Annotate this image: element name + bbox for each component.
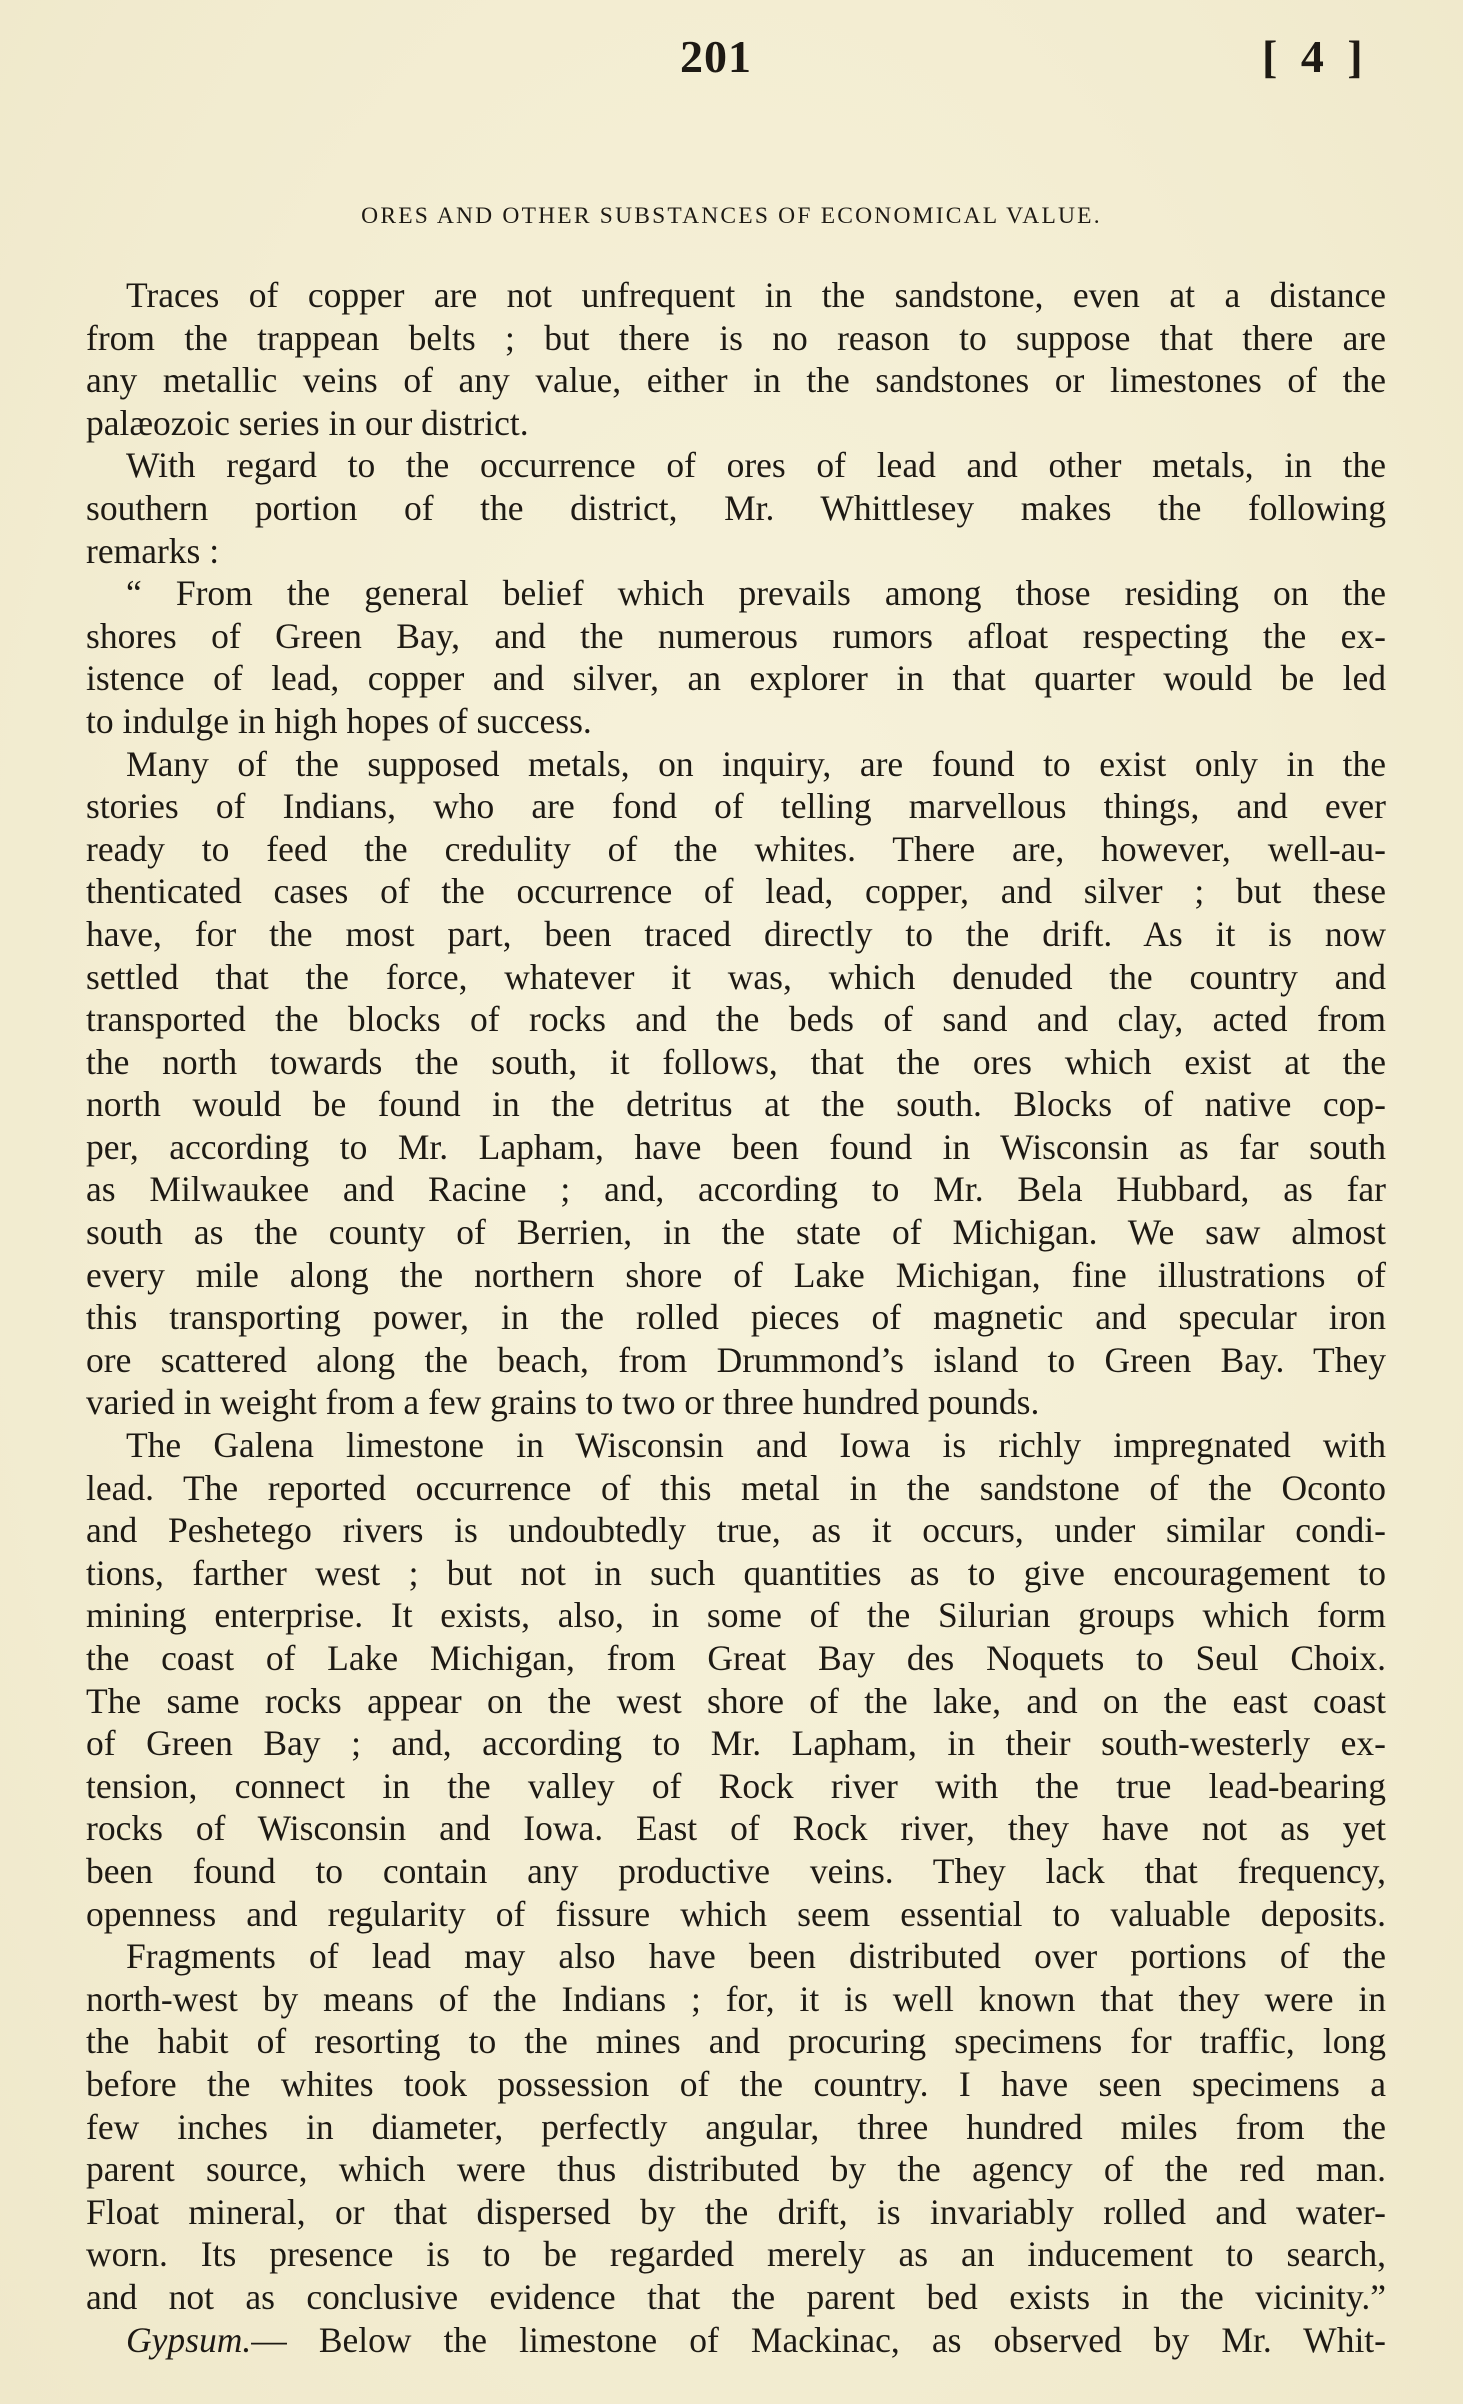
text-line: Traces of copper are not unfrequent in the sandstone, even at a distance — [126, 275, 1386, 315]
text-line: to indulge in high hopes of success. — [86, 700, 592, 741]
text-line: With regard to the occurrence of ores of lead and other metals, in the — [126, 445, 1386, 486]
text-line: southern portion of the district, Mr. Whittlesey makes the following — [86, 487, 1386, 528]
text-line: Float mineral, or that dispersed by the drift, is invariably rolled and water- — [86, 2191, 1386, 2232]
text-line: The Galena limestone in Wisconsin and Iowa is richly impregnated with — [126, 1425, 1386, 1466]
text-line: Many of the supposed metals, on inquiry, are found to exist only in the — [126, 743, 1386, 784]
text-line: lead. The reported occurrence of this metal in the sandstone of the Oconto — [86, 1467, 1386, 1508]
text-line: been found to contain any productive veins. They lack that frequency, — [86, 1850, 1386, 1891]
text-line: per, according to Mr. Lapham, have been found in Wisconsin as far south — [86, 1126, 1386, 1167]
text-line: settled that the force, whatever it was, which denuded the country and — [86, 956, 1386, 997]
text-line: and Peshetego rivers is undoubtedly true, as it occurs, under similar condi- — [86, 1510, 1386, 1551]
text-line: as Milwaukee and Racine ; and, according to Mr. Bela Hubbard, as far — [86, 1169, 1386, 1210]
text-line: from the trappean belts ; but there is no reason to suppose that there are — [86, 317, 1386, 358]
text-line: north-west by means of the Indians ; for, it is well known that they were in — [86, 1978, 1386, 2019]
text-line: tension, connect in the valley of Rock river with the true lead-bearing — [86, 1765, 1386, 1806]
text-line: stories of Indians, who are fond of telling marvellous things, and ever — [86, 786, 1386, 827]
text-line: palæozoic series in our district. — [86, 402, 529, 443]
text-line: thenticated cases of the occurrence of lead, copper, and silver ; but these — [86, 871, 1386, 912]
section-title: ORES AND OTHER SUBSTANCES OF ECONOMICAL VALUE. — [361, 203, 1102, 229]
text-line: every mile along the northern shore of Lake Michigan, fine illustrations of — [86, 1254, 1386, 1295]
text-line: north would be found in the detritus at the south. Blocks of native cop- — [86, 1084, 1386, 1125]
document-number: [ 4 ] — [1262, 31, 1369, 82]
text-line: tions, farther west ; but not in such quantities as to give encouragement to — [86, 1552, 1386, 1593]
text-line: ready to feed the credulity of the whites. There are, however, well-au- — [86, 828, 1386, 869]
text-line: the habit of resorting to the mines and procuring specimens for traffic, long — [86, 2021, 1386, 2062]
text-line: and not as conclusive evidence that the parent bed exists in the vicinity.” — [86, 2276, 1386, 2317]
text-line: before the whites took possession of the country. I have seen specimens a — [86, 2063, 1386, 2104]
text-line: The same rocks appear on the west shore of the lake, and on the east coast — [86, 1680, 1386, 1721]
page-header — [0, 30, 1463, 100]
text-line: any metallic veins of any value, either in the sandstones or limestones of the — [86, 360, 1386, 401]
page-number: 201 — [680, 31, 752, 82]
text-line: “ From the general belief which prevails among those residing on the — [126, 573, 1386, 614]
text-line: ore scattered along the beach, from Drummond’s island to Green Bay. They — [86, 1339, 1386, 1380]
text-line: the north towards the south, it follows, that the ores which exist at the — [86, 1041, 1386, 1082]
text-line: this transporting power, in the rolled pieces of magnetic and specular iron — [86, 1297, 1386, 1338]
text-line: have, for the most part, been traced directly to the drift. As it is now — [86, 913, 1386, 954]
text-line: varied in weight from a few grains to two or three hundred pounds. — [86, 1382, 1040, 1423]
text-line: istence of lead, copper and silver, an explorer in that quarter would be led — [86, 658, 1386, 699]
gypsum-text: — Below the limestone of Mackinac, as observed by Mr. Whit- — [251, 2319, 1386, 2360]
text-line: remarks : — [86, 530, 220, 571]
text-line: shores of Green Bay, and the numerous rumors afloat respecting the ex- — [86, 615, 1386, 656]
text-line-gypsum — [126, 2319, 1386, 2362]
text-line: of Green Bay ; and, according to Mr. Lapham, in their south-westerly ex- — [86, 1723, 1386, 1764]
text-line: openness and regularity of fissure which seem essential to valuable deposits. — [86, 1893, 1386, 1934]
body-text — [86, 274, 1386, 2361]
text-line: worn. Its presence is to be regarded merely as an inducement to search, — [86, 2234, 1386, 2275]
text-line: few inches in diameter, perfectly angular, three hundred miles from the — [86, 2106, 1386, 2147]
text-line: south as the county of Berrien, in the state of Michigan. We saw almost — [86, 1212, 1386, 1253]
text-line: parent source, which were thus distributed by the agency of the red man. — [86, 2149, 1386, 2190]
gypsum-heading: Gypsum. — [126, 2319, 252, 2360]
text-line: mining enterprise. It exists, also, in some of the Silurian groups which form — [86, 1595, 1386, 1636]
text-line: the coast of Lake Michigan, from Great Bay des Noquets to Seul Choix. — [86, 1638, 1386, 1678]
text-line: rocks of Wisconsin and Iowa. East of Rock river, they have not as yet — [86, 1808, 1386, 1849]
text-line: Fragments of lead may also have been distributed over portions of the — [126, 1936, 1386, 1977]
text-line: transported the blocks of rocks and the beds of sand and clay, acted from — [86, 999, 1386, 1040]
